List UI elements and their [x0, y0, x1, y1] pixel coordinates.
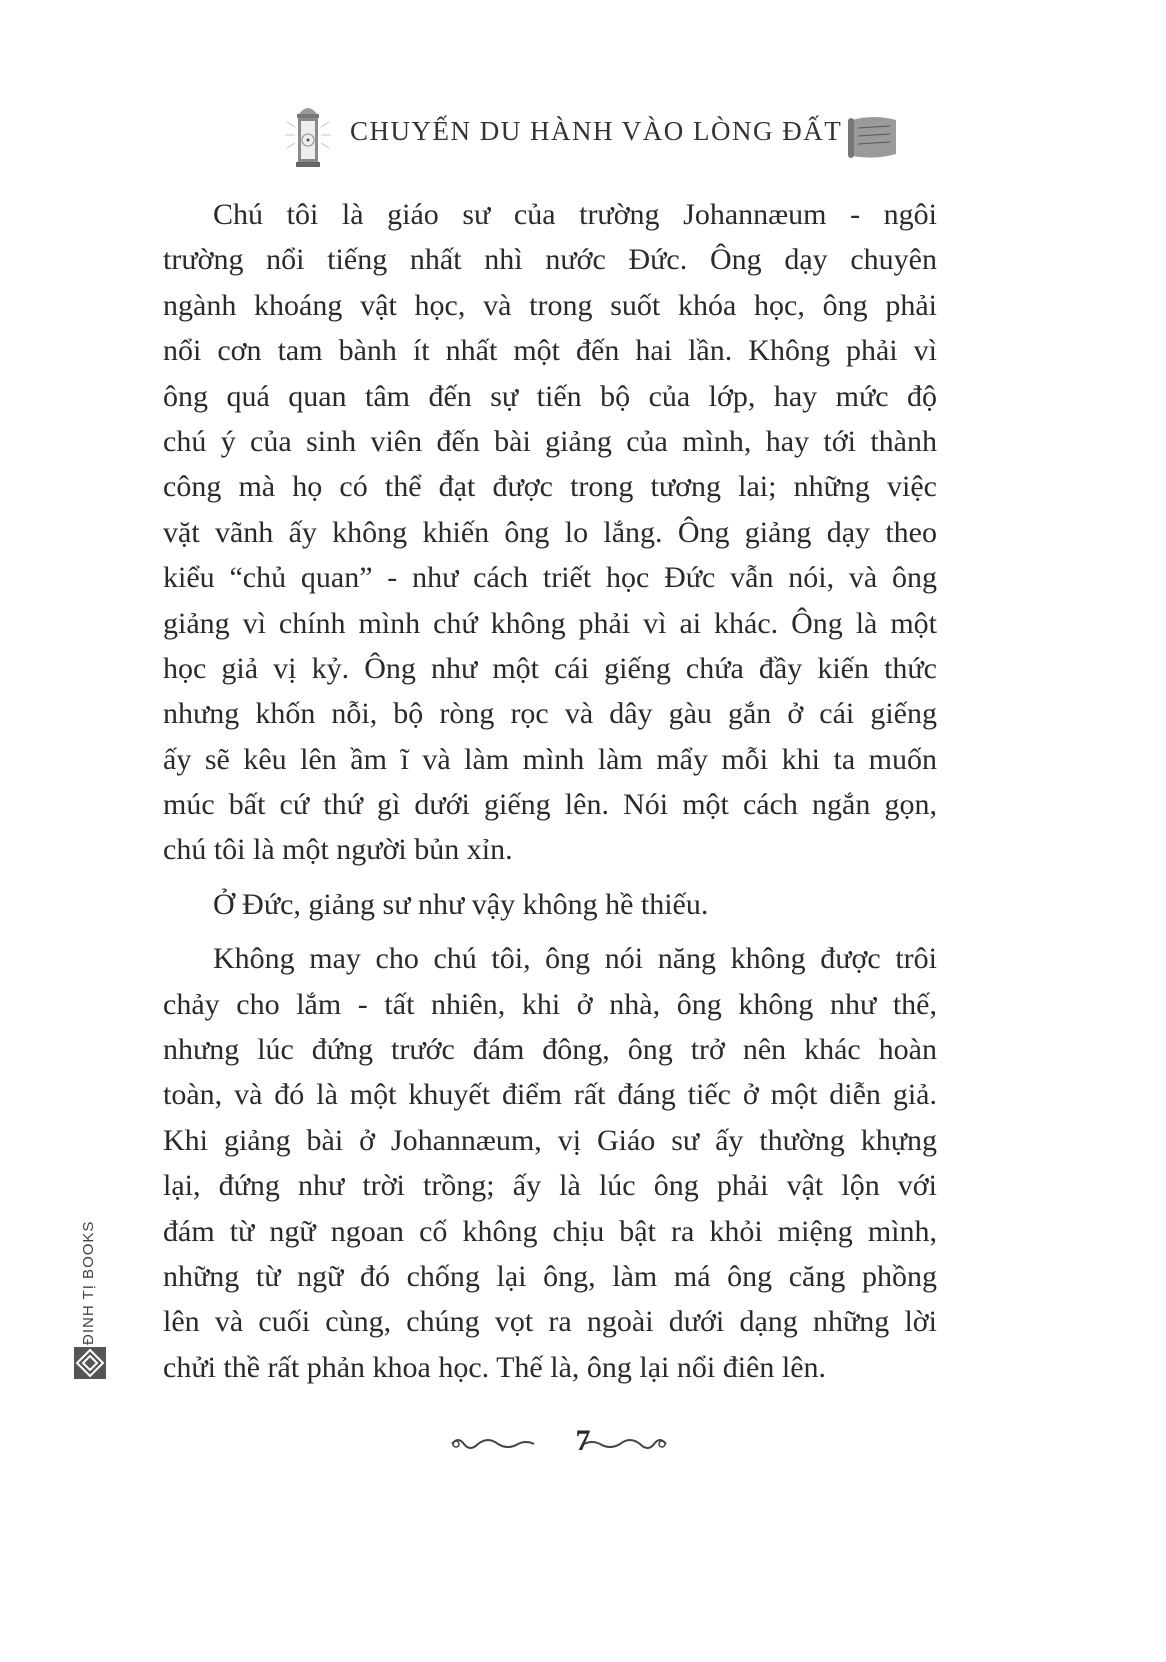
text-line: ngành khoáng vật học, và trong suốt khóa học, ông phải [163, 288, 937, 322]
text-line: Khi giảng bài ở Johannæum, vị Giáo sư ấy thường khựng [163, 1123, 937, 1157]
paragraph [163, 192, 937, 873]
text-line: học giả vị kỷ. Ông như một cái giếng chứa đầy kiến thức [163, 651, 937, 685]
publisher-logo [74, 1220, 108, 1380]
text-line: lên và cuối cùng, chúng vọt ra ngoài dưới dạng những lời [163, 1305, 937, 1339]
book-title: CHUYẾN DU HÀNH VÀO LÒNG ĐẤT [350, 116, 843, 146]
text-line: vặt vãnh ấy không khiến ông lo lắng. Ông giảng dạy theo [163, 515, 937, 549]
scroll-icon [846, 114, 902, 162]
paragraph [163, 936, 937, 1390]
text-line: Chú tôi là giáo sư của trường Johannæum - ngôi [213, 198, 937, 231]
page-footer [0, 1420, 1166, 1470]
text-line: chú ý của sinh viên đến bài giảng của mình, hay tới thành [163, 424, 937, 458]
text-line: nhưng lúc đứng trước đám đông, ông trở nên khác hoàn [163, 1033, 937, 1067]
text-line: công mà họ có thể đạt được trong tương lai; những việc [163, 470, 937, 504]
text-line: chảy cho lắm - tất nhiên, khi ở nhà, ông không như thế, [163, 987, 937, 1021]
text-line: trường nổi tiếng nhất nhì nước Đức. Ông dạy chuyên [163, 243, 937, 277]
text-line: múc bất cứ thứ gì dưới giếng lên. Nói một cách ngắn gọn, [163, 788, 937, 822]
text-line: Ở Đức, giảng sư như vậy không hề thiếu. [213, 887, 709, 921]
running-header [0, 92, 1166, 172]
text-line: nổi cơn tam bành ít nhất một đến hai lần. Không phải vì [163, 334, 937, 368]
body-text [163, 192, 937, 1390]
paragraph [163, 882, 937, 927]
text-line: ông quá quan tâm đến sự tiến bộ của lớp, hay mức độ [163, 379, 937, 413]
right-ornament-icon [580, 1432, 670, 1456]
text-line: những từ ngữ đó chống lại ông, làm má ông căng phồng [163, 1259, 937, 1293]
page-number: 7 [575, 1424, 591, 1457]
text-line: ấy sẽ kêu lên ầm ĩ và làm mình làm mẩy mỗi khi ta muốn [163, 742, 937, 776]
text-line: đám từ ngữ ngoan cố không chịu bật ra khỏi miệng mình, [163, 1214, 937, 1248]
text-line: nhưng khốn nỗi, bộ ròng rọc và dây gàu gắn ở cái giếng [163, 697, 937, 731]
text-line: kiểu “chủ quan” - như cách triết học Đức vẫn nói, và ông [163, 561, 937, 595]
text-line: giảng vì chính mình chứ không phải vì ai khác. Ông là một [163, 606, 937, 640]
text-line: chú tôi là một người bủn xỉn. [163, 833, 513, 867]
publisher-name: ĐINH TỊ BOOKS [80, 1220, 97, 1345]
text-line: lại, đứng như trời trồng; ấy là lúc ông phải vật lộn với [163, 1169, 937, 1203]
lantern-icon [283, 100, 333, 170]
text-line: Không may cho chú tôi, ông nói năng không được trôi [213, 942, 937, 976]
text-line: chửi thề rất phản khoa học. Thế là, ông lại nổi điên lên. [163, 1350, 827, 1384]
text-line: toàn, và đó là một khuyết điểm rất đáng tiếc ở một diễn giả. [163, 1078, 937, 1112]
diamond-logo-icon [74, 1347, 106, 1379]
